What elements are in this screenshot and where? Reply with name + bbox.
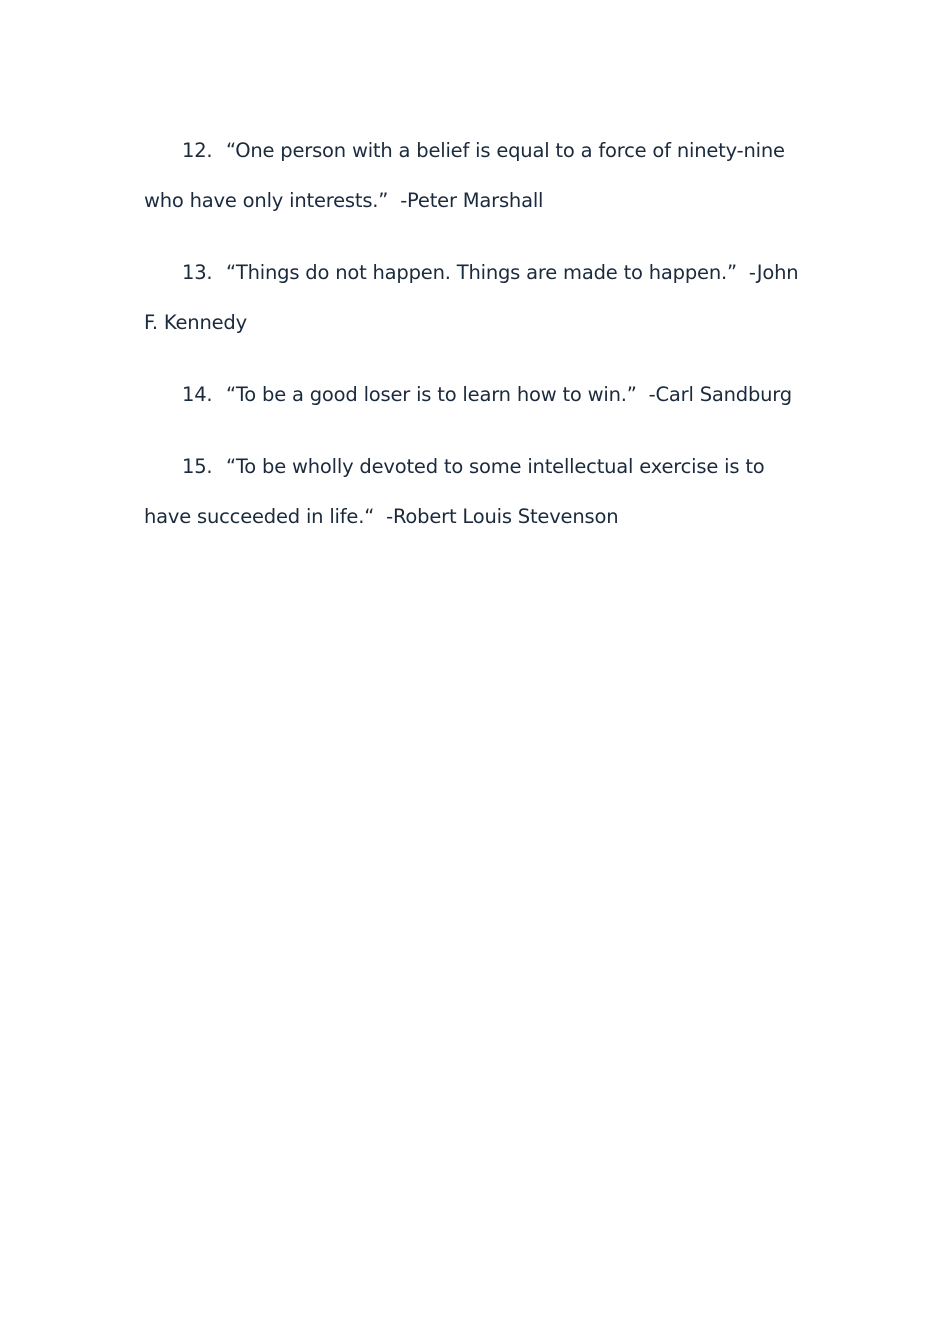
quote-item-14 [144, 370, 814, 420]
quote-list [144, 126, 814, 564]
quote-item-13 [144, 248, 814, 348]
quote-author: -Peter Marshall [400, 189, 544, 212]
quote-item-12 [144, 126, 814, 226]
quote-text: “To be wholly devoted to some intellectual exercise is to have succeeded in life.“ [144, 455, 765, 528]
quote-number: 12. [182, 139, 213, 162]
quote-number: 15. [182, 455, 213, 478]
quote-author: -Carl Sandburg [648, 383, 792, 406]
quote-number: 13. [182, 261, 213, 284]
quote-text: “One person with a belief is equal to a force of ninety-nine who have only interests.” [144, 139, 785, 212]
quote-author: -John F. Kennedy [144, 261, 799, 334]
quote-text: “To be a good loser is to learn how to win.” [226, 383, 637, 406]
quote-author: -Robert Louis Stevenson [386, 505, 619, 528]
quote-text: “Things do not happen. Things are made to happen.” [226, 261, 737, 284]
quote-number: 14. [182, 383, 213, 406]
quote-item-15 [144, 442, 814, 542]
